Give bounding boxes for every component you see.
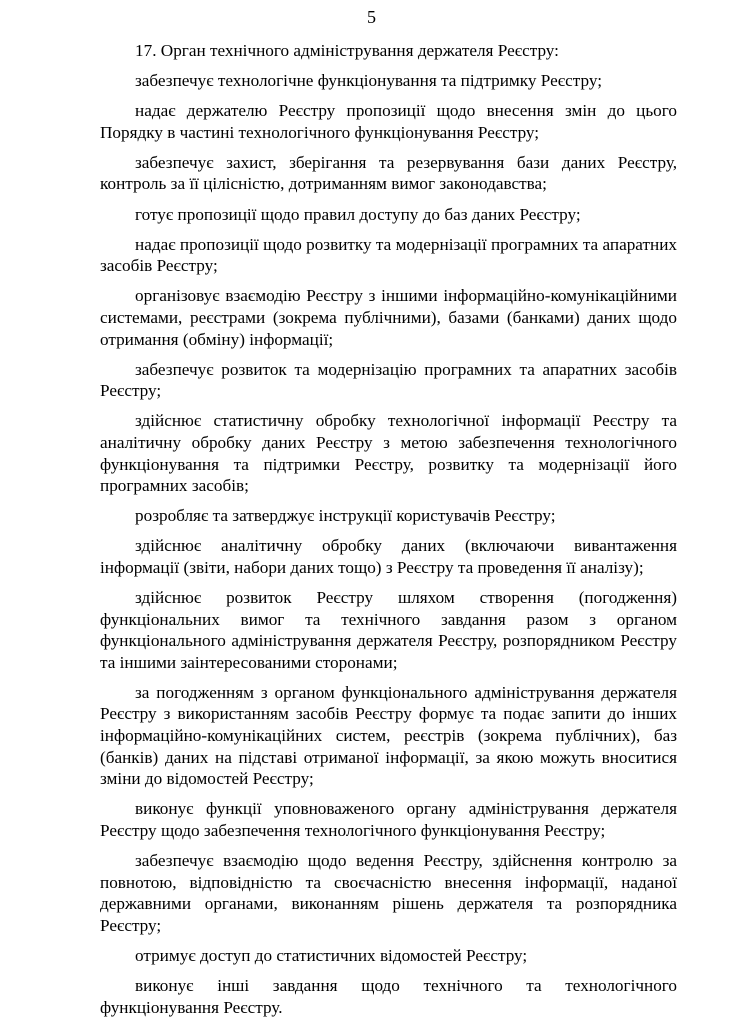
list-item: отримує доступ до статистичних відомостей Реєстру; (135, 945, 528, 965)
list-item: організовує взаємодію Реєстру з іншими інформаційно-комунікаційними системами, реєстрами (зокрема публічними), базами (банками) даних щодо отримання (обміну) інформації; (100, 286, 677, 349)
list-item: надає пропозиції щодо розвитку та модернізації програмних та апаратних засобів Реєстру; (100, 234, 677, 276)
list-item: забезпечує розвиток та модернізацію програмних та апаратних засобів Реєстру; (100, 359, 677, 401)
list-item: здійснює аналітичну обробку даних (включаючи вивантаження інформації (звіти, набори даних тощо) з Реєстру та проведення її аналізу); (100, 536, 677, 577)
list-item: забезпечує захист, зберігання та резервування бази даних Реєстру, контроль за її цілісністю, дотриманням вимог законодавства; (100, 152, 677, 194)
list-item: готує пропозиції щодо правил доступу до баз даних Реєстру; (135, 204, 581, 224)
document-body (100, 40, 677, 1027)
list-item: здійснює статистичну обробку технологічної інформації Реєстру та аналітичну обробку даних Реєстру з метою забезпечення технологічного функціонування та підтримки Реєстру, розвитку та модернізації його програмних засобів; (100, 411, 677, 496)
section-heading: 17. Орган технічного адміністрування держателя Реєстру: (135, 41, 559, 60)
list-item: здійснює розвиток Реєстру шляхом створення (погодження) функціональних вимог та технічного завдання разом з органом функціонального адміністрування держателя Реєстру, розпорядником Реєстру та іншими заінтересованими сторонами; (100, 587, 677, 672)
list-item: виконує функції уповноваженого органу адміністрування держателя Реєстру щодо забезпечення технологічного функціонування Реєстру; (100, 799, 677, 840)
list-item: виконує інші завдання щодо технічного та технологічного функціонування Реєстру. (100, 975, 677, 1017)
list-item: за погодженням з органом функціонального адміністрування держателя Реєстру з використанням засобів Реєстру формує та подає запити до інших інформаційно-комунікаційних систем, реєстрів (зокрема публічних), баз (банків) даних на підставі отриманої інформації, за якою можуть вноситися зміни до відомостей Реєстру; (100, 682, 677, 789)
page-number: 5 (367, 7, 376, 27)
list-item: забезпечує взаємодію щодо ведення Реєстру, здійснення контролю за повнотою, відповідністю та своєчасністю внесення інформації, наданої державними органами, виконанням рішень держателя та розпорядника Реєстру; (100, 851, 677, 935)
list-item: розробляє та затверджує інструкції користувачів Реєстру; (135, 506, 556, 526)
list-item: забезпечує технологічне функціонування та підтримку Реєстру; (135, 71, 602, 91)
list-item: надає держателю Реєстру пропозиції щодо внесення змін до цього Порядку в частині технологічного функціонування Реєстру; (100, 101, 677, 142)
